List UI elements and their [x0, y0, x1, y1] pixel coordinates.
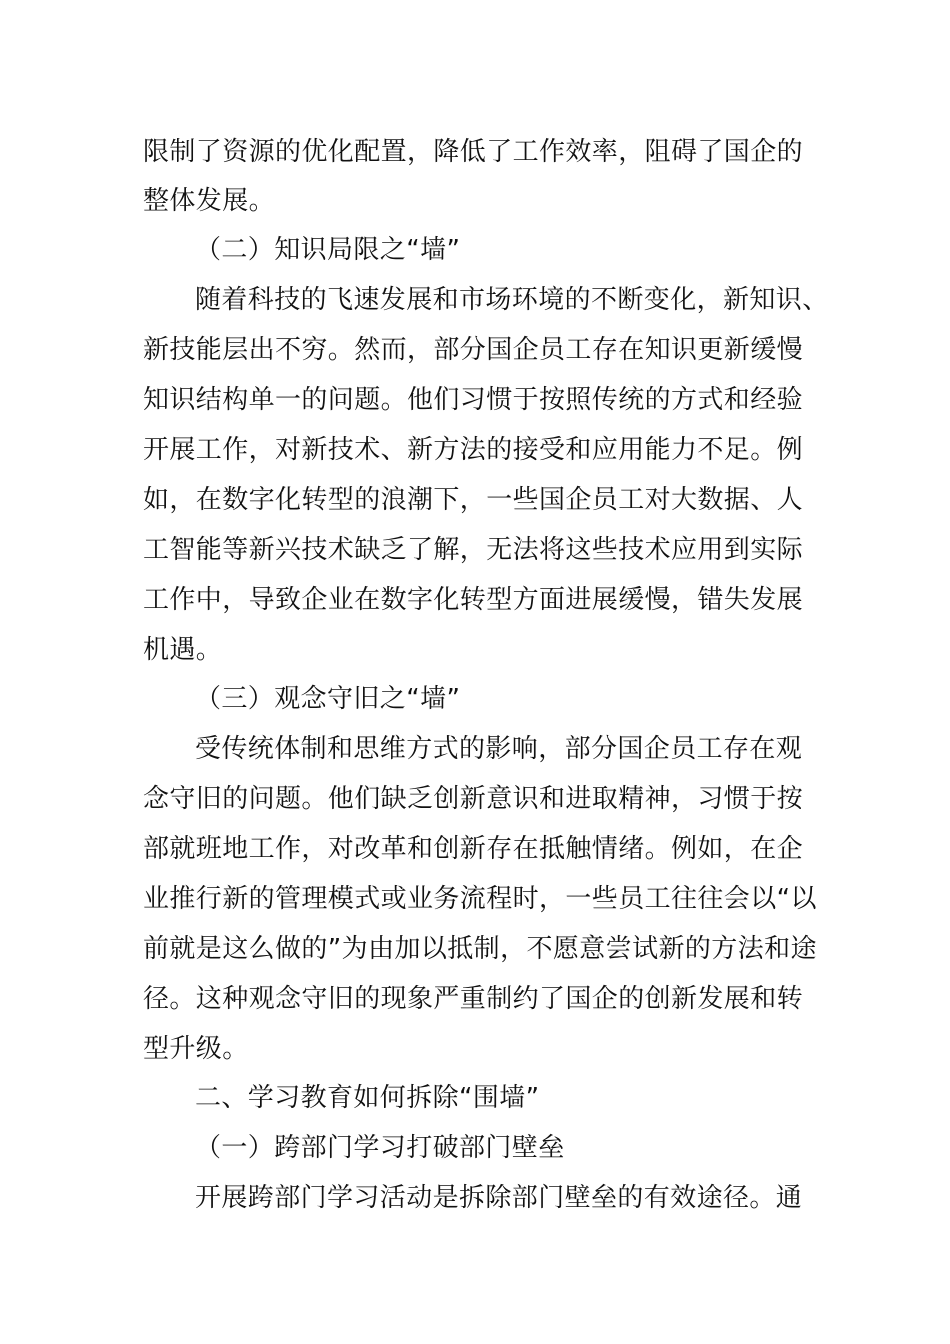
paragraph-line: 限制了资源的优化配置，降低了工作效率，阻碍了国企的: [143, 137, 804, 167]
paragraph-first-line: 随着科技的飞速发展和市场环境的不断变化，新知识、: [195, 285, 829, 315]
paragraph-line: 知识结构单一的问题。他们习惯于按照传统的方式和经验: [143, 385, 804, 415]
paragraph-first-line: 开展跨部门学习活动是拆除部门壁垒的有效途径。通: [195, 1183, 803, 1213]
paragraph-line: 整体发展。: [143, 186, 276, 216]
section-heading: （一）跨部门学习打破部门壁垒: [195, 1133, 565, 1163]
paragraph-line: 新技能层出不穷。然而，部分国企员工存在知识更新缓慢: [143, 335, 804, 365]
paragraph-line: 机遇。: [143, 635, 223, 665]
paragraph-line: 径。这种观念守旧的现象严重制约了国企的创新发展和转: [143, 984, 804, 1014]
paragraph-line: 如，在数字化转型的浪潮下，一些国企员工对大数据、人: [143, 485, 804, 515]
paragraph-line: 型升级。: [143, 1034, 249, 1064]
paragraph-line: 前就是这么做的”为由加以抵制，不愿意尝试新的方法和途: [143, 934, 817, 964]
chapter-heading: 二、学习教育如何拆除“围墙”: [195, 1083, 540, 1113]
paragraph-line: 工作中，导致企业在数字化转型方面进展缓慢，错失发展: [143, 585, 804, 615]
paragraph-first-line: 受传统体制和思维方式的影响，部分国企员工存在观: [195, 734, 803, 764]
paragraph-line: 业推行新的管理模式或业务流程时，一些员工往往会以“以: [143, 884, 817, 914]
paragraph-line: 念守旧的问题。他们缺乏创新意识和进取精神，习惯于按: [143, 784, 804, 814]
paragraph-line: 部就班地工作，对改革和创新存在抵触情绪。例如，在企: [143, 834, 804, 864]
paragraph-line: 工智能等新兴技术缺乏了解，无法将这些技术应用到实际: [143, 535, 804, 565]
section-heading: （三）观念守旧之“墙”: [195, 684, 461, 714]
paragraph-line: 开展工作，对新技术、新方法的接受和应用能力不足。例: [143, 435, 804, 465]
section-heading: （二）知识局限之“墙”: [195, 235, 461, 265]
